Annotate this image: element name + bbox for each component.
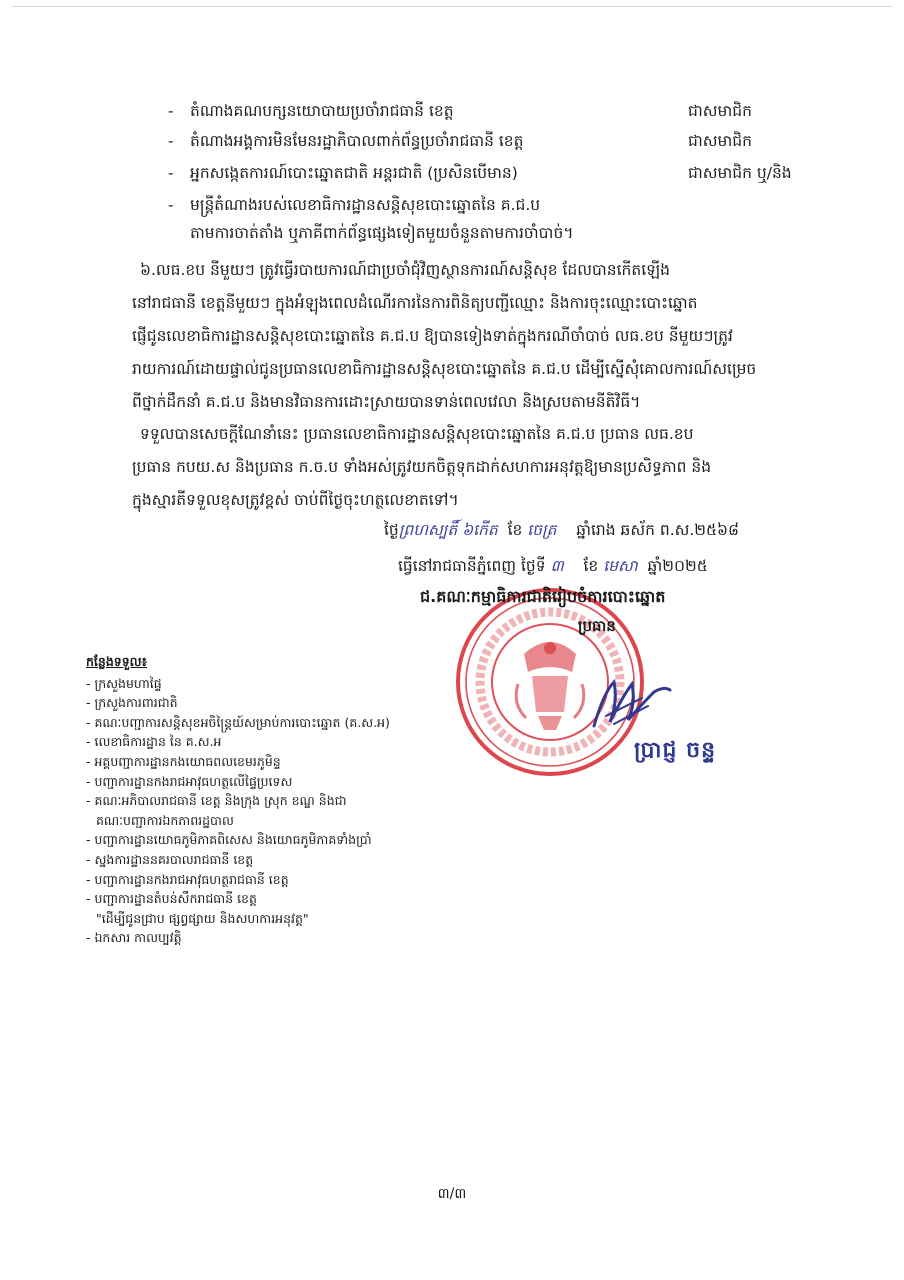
handwritten-signature-icon: [584, 672, 680, 736]
recipient-item: គណៈបញ្ជាការឯកភាពរដ្ឋបាល: [96, 812, 234, 828]
recipient-item: - គណៈអភិបាលរាជធានី ខេត្ត និងក្រុង ស្រុក ខណ្ឌ និងជា: [86, 793, 347, 809]
member-item: - តំណាងអង្គការមិនមែនរដ្ឋាភិបាលពាក់ព័ន្ធប្រចាំរាជធានី ខេត្ត ជាសមាជិក: [168, 132, 752, 150]
recipient-item: - បញ្ជាការដ្ឋានកងរាជអាវុធហត្ថរាជធានី ខេត្ត: [86, 871, 289, 887]
paragraph-line: ក្នុងស្មារតីទទួលខុសត្រូវខ្ពស់ ចាប់ពីថ្ងៃចុះហត្ថលេខាតទៅ។: [132, 491, 459, 509]
top-border: [12, 6, 892, 7]
paragraph-line: ទទួលបានសេចក្តីណែនាំនេះ ប្រធានលេខាធិការដ្ឋានសន្តិសុខបោះឆ្នោតនៃ គ.ជ.ប ប្រធាន លធ.ខប: [140, 425, 694, 443]
member-role: ជាសមាជិក: [688, 132, 752, 150]
solar-date: ធ្វើនៅរាជធានីភ្នំពេញ ថ្ងៃទី ៣ ខែ មេសា ឆ្នាំ២០២៥: [398, 557, 708, 575]
recipient-item: - គណៈបញ្ជាការសន្តិសុខអចិន្ត្រៃយ៍សម្រាប់ការបោះឆ្នោត (គ.ស.អ): [86, 714, 390, 730]
member-item: - មន្ត្រីតំណាងរបស់លេខាធិការដ្ឋានសន្តិសុខបោះឆ្នោតនៃ គ.ជ.ប: [168, 196, 541, 214]
handwritten-month: មេសា: [603, 557, 638, 575]
paragraph-line: ពីថ្នាក់ដឹកនាំ គ.ជ.ប និងមានវិធានការដោះស្រាយបានទាន់ពេលវេលា និងស្របតាមនីតិវិធី។: [132, 393, 641, 411]
page-number: ៣/៣: [437, 1186, 467, 1202]
member-item: - អ្នកសង្កេតការណ៍បោះឆ្នោតជាតិ អន្តរជាតិ (ប្រសិនបើមាន) ជាសមាជិក ឬ/និង: [168, 164, 792, 182]
handwritten-month: ចេត្រ: [527, 521, 557, 539]
paragraph-line: រាយការណ៍ដោយផ្ទាល់ជូនប្រធានលេខាធិការដ្ឋានសន្តិសុខបោះឆ្នោតនៃ គ.ជ.ប ដើម្បីស្នើសុំគោលការណ៍សម្រេច: [132, 360, 757, 378]
member-item: - តំណាងគណបក្សនយោបាយប្រចាំរាជធានី ខេត្ត ជាសមាជិក: [168, 102, 752, 120]
closing-paragraph: [132, 418, 828, 517]
recipient-item: - ក្រសួងការពារជាតិ: [86, 695, 178, 711]
recipients-heading: កន្លែងទទួល៖: [86, 654, 148, 669]
recipient-item: - ស្នងការដ្ឋាននគរបាលរាជធានី ខេត្ត: [86, 851, 254, 867]
member-role: ជាសមាជិក: [688, 102, 752, 120]
paragraph-line: ផ្ញើជូនលេខាធិការដ្ឋានសន្តិសុខបោះឆ្នោតនៃ គ.ជ.ប ឱ្យបានទៀងទាត់ក្នុងករណីចាំបាច់ លធ.ខប នីមួយៗត្រូវ: [132, 327, 733, 345]
member-role: ជាសមាជិក ឬ/និង: [688, 164, 792, 182]
lunar-date: ថ្ងៃព្រហស្បតិ៍ ៦កើត ខែ ចេត្រ ឆ្នាំរោង ឆស័ក ព.ស.២៥៦៨: [384, 521, 739, 539]
recipient-item: "ដើម្បីជូនជ្រាប ផ្សព្វផ្សាយ និងសហការអនុវត្ត": [96, 910, 309, 926]
handwritten-day: ៣: [550, 557, 564, 575]
recipient-item: - លេខាធិការដ្ឋាន នៃ គ.ស.អ: [86, 734, 222, 750]
recipients-list: [86, 652, 390, 948]
recipient-item: - បញ្ជាការដ្ឋានកងរាជអាវុធហត្ថលើផ្ទៃប្រទេស: [86, 773, 293, 789]
member-text: អ្នកសង្កេតការណ៍បោះឆ្នោតជាតិ អន្តរជាតិ (ប្រសិនបើមាន): [190, 164, 518, 182]
chair-title: ប្រធាន: [578, 617, 616, 635]
member-text: តំណាងអង្គការមិនមែនរដ្ឋាភិបាលពាក់ព័ន្ធប្រចាំរាជធានី ខេត្ត: [190, 132, 524, 150]
handwritten-day: ព្រហស្បតិ៍ ៦កើត: [398, 521, 498, 539]
recipient-item: - បញ្ជាការដ្ឋានតំបន់សឹករាជធានី ខេត្ត: [86, 891, 257, 907]
signer-name: ប្រាជ្ញ ចន្ទ: [634, 738, 717, 763]
paragraph-line: នៅរាជធានី ខេត្តនីមួយៗ ក្នុងអំឡុងពេលដំណើរការនៃការពិនិត្យបញ្ជីឈ្មោះ និងការចុះឈ្មោះបោះឆ្នោត: [132, 294, 698, 312]
member-text: មន្ត្រីតំណាងរបស់លេខាធិការដ្ឋានសន្តិសុខបោះឆ្នោតនៃ គ.ជ.ប: [190, 196, 541, 214]
recipient-item: - ក្រសួងមហាផ្ទៃ: [86, 675, 162, 691]
recipient-item: - បញ្ជាការដ្ឋានយោធភូមិភាគពិសេស និងយោធភូមិភាគទាំងប្រាំ: [86, 832, 372, 848]
recipient-item: - ឯកសារ កាលប្បវត្តិ: [86, 930, 182, 946]
paragraph-line: ប្រធាន កបយ.ស និងប្រធាន ក.ច.ប ទាំងអស់ត្រូវយកចិត្តទុកដាក់សហការអនុវត្តឱ្យមានប្រសិទ្ធភាព និង: [132, 458, 712, 476]
paragraph-line: ៦.លធ.ខប នីមួយៗ ត្រូវធ្វើរបាយការណ៍ជាប្រចាំជុំវិញស្ថានការណ៍សន្តិសុខ ដែលបានកើតឡើង: [140, 261, 670, 279]
member-text: តំណាងគណបក្សនយោបាយប្រចាំរាជធានី ខេត្ត: [190, 102, 454, 120]
paragraph-6: [132, 254, 828, 419]
council-name: ជ.គណៈកម្មាធិការជាតិរៀបចំការបោះឆ្នោត: [420, 587, 666, 606]
recipient-item: - អគ្គបញ្ជាការដ្ឋានកងយោធពលខេមរភូមិន្ទ: [86, 753, 281, 769]
member-continuation: តាមការចាត់តាំង ឬភាគីពាក់ព័ន្ធផ្សេងទៀតមួយចំនួនតាមការចាំបាច់។: [190, 224, 574, 242]
